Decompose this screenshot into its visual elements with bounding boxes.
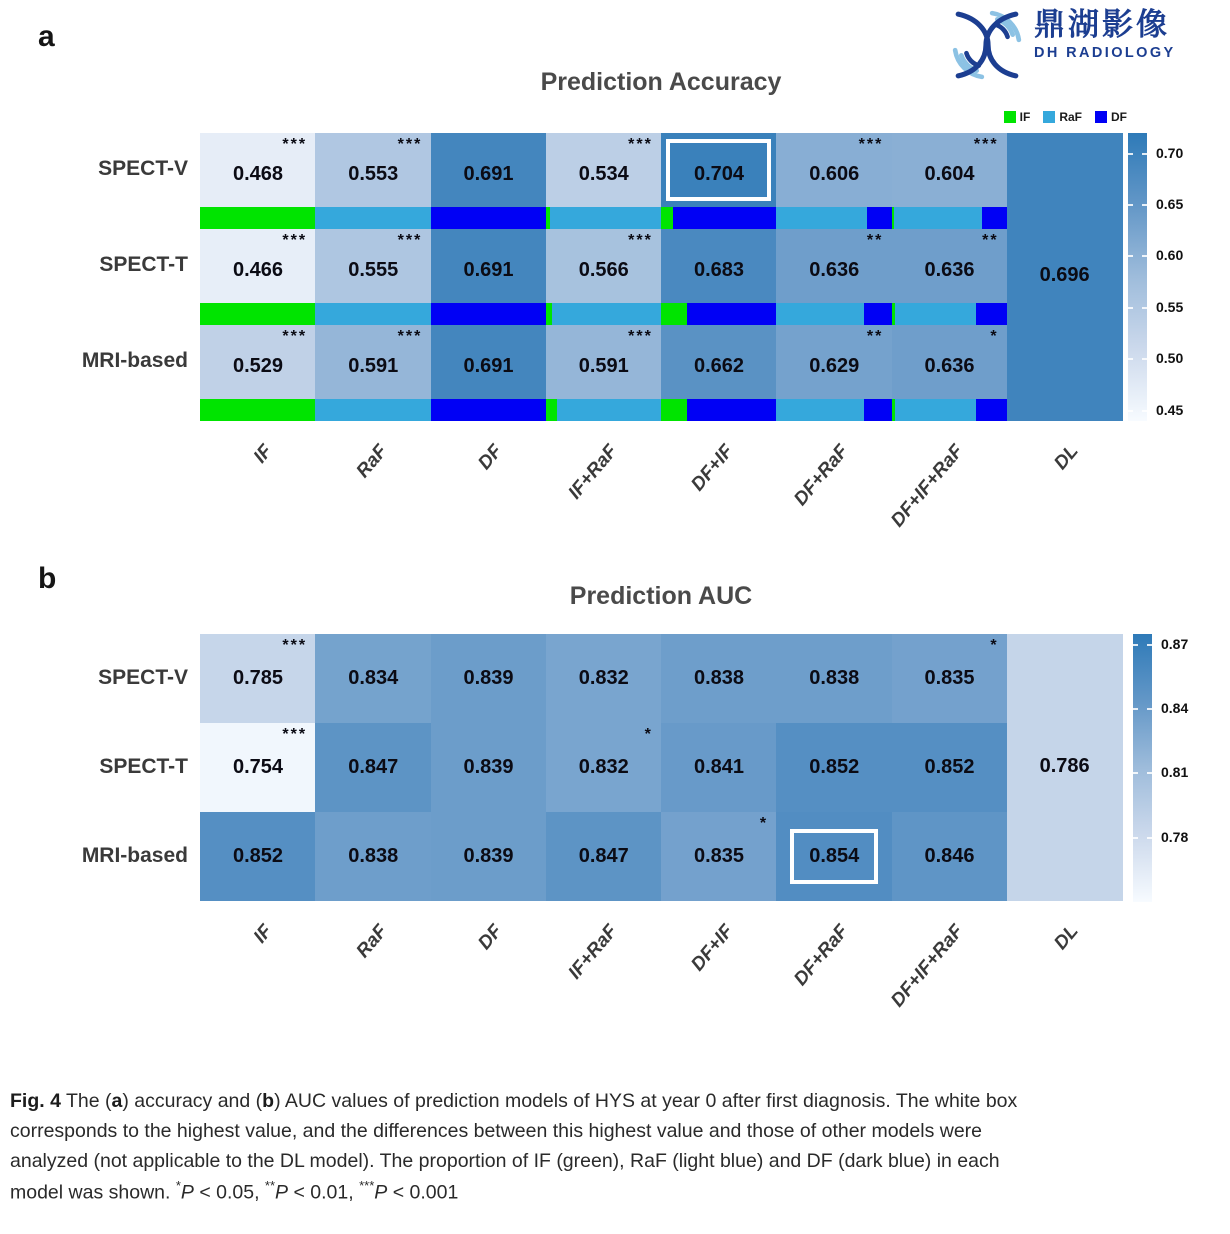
- significance-stars: **: [982, 232, 999, 249]
- cell-value: 0.835: [693, 845, 745, 868]
- cell-value: 0.786: [1039, 754, 1090, 777]
- heatmap-cell: [431, 723, 547, 812]
- heatmap-cell: [200, 634, 316, 723]
- cell-value: 0.832: [578, 667, 629, 690]
- cell-value: 0.834: [348, 667, 399, 690]
- caption-text: P: [275, 1181, 289, 1204]
- colorbar-tick: [1133, 708, 1138, 710]
- heatmap-cell: [892, 723, 1008, 812]
- panel-a-letter: a: [38, 20, 55, 53]
- significance-stars: **: [866, 328, 884, 345]
- heatmap-cell: [315, 634, 431, 723]
- significance-stars: ***: [282, 726, 308, 743]
- cell-value: 0.691: [463, 354, 514, 377]
- significance-stars: ***: [628, 232, 653, 249]
- column-label: DF+IF+RaF: [887, 440, 968, 532]
- heatmap-cell: [661, 812, 777, 901]
- caption-text: The (: [60, 1090, 112, 1112]
- column-label: IF: [249, 920, 277, 948]
- significance-stars: ***: [397, 232, 423, 249]
- colorbar-tick-label: 0.45: [1156, 401, 1184, 418]
- significance-stars: *: [759, 815, 769, 832]
- heatmap-cell: [892, 634, 1008, 723]
- cell-value: 0.604: [924, 162, 975, 185]
- column-label: RaF: [352, 440, 392, 482]
- column-label: IF: [249, 440, 277, 468]
- significance-stars: ***: [282, 232, 308, 249]
- cell-value: 0.636: [924, 354, 975, 377]
- caption-text: < 0.001: [387, 1181, 459, 1204]
- logo-text-en: DH RADIOLOGY: [1034, 45, 1176, 62]
- row-label: SPECT-T: [99, 253, 188, 276]
- caption-text: P: [180, 1181, 194, 1204]
- cell-value: 0.691: [463, 162, 514, 185]
- heatmap-cell: [200, 812, 316, 901]
- heatmap-cell: [661, 634, 777, 723]
- significance-stars: ***: [628, 328, 653, 345]
- cell-value: 0.838: [348, 845, 399, 868]
- legend-label: RaF: [1059, 110, 1082, 124]
- column-label: DL: [1050, 440, 1084, 474]
- colorbar-tick: [1133, 837, 1138, 839]
- colorbar-tick: [1147, 837, 1152, 839]
- colorbar-tick: [1147, 644, 1152, 646]
- column-label: DF+IF: [686, 440, 738, 496]
- legend-label: IF: [1019, 110, 1031, 124]
- significance-stars: ***: [397, 136, 423, 153]
- column-label: IF+RaF: [564, 920, 623, 984]
- cell-value: 0.696: [1039, 264, 1090, 286]
- panel-b-letter: b: [38, 562, 57, 595]
- heatmap-cell: [431, 812, 547, 901]
- heatmap-cell: [546, 812, 662, 901]
- figure-caption: [10, 1086, 1222, 1207]
- row-label: SPECT-T: [99, 754, 188, 778]
- colorbar-tick-label: 0.87: [1161, 635, 1189, 652]
- cell-value: 0.566: [578, 258, 629, 281]
- significance-stars: *: [990, 328, 999, 345]
- caption-text: **: [264, 1177, 276, 1193]
- caption-text: a: [111, 1090, 123, 1112]
- colorbar-tick-label: 0.55: [1156, 298, 1184, 315]
- cell-value: 0.662: [693, 354, 745, 377]
- cell-value: 0.606: [809, 162, 860, 185]
- caption-text: corresponds to the highest value, and the differences between this highest value and those of other models were: [10, 1120, 983, 1143]
- cell-value: 0.835: [924, 667, 975, 690]
- caption-text: ) accuracy and (: [122, 1090, 263, 1112]
- cell-value: 0.839: [463, 756, 514, 779]
- caption-text: analyzed (not applicable to the DL model). The proportion of IF (green), RaF (light blue) and DF (dark blue) in each: [10, 1150, 1000, 1173]
- heatmap-cell: [546, 723, 662, 812]
- caption-text: b: [262, 1090, 275, 1112]
- cell-value: 0.691: [463, 258, 514, 281]
- colorbar-tick-label: 0.81: [1161, 764, 1189, 781]
- colorbar-tick-label: 0.65: [1156, 196, 1184, 212]
- row-label: MRI-based: [81, 349, 188, 372]
- caption-text: model was shown.: [10, 1181, 176, 1204]
- significance-stars: ***: [973, 136, 999, 153]
- highlight-box: [790, 829, 877, 884]
- cell-value: 0.629: [809, 354, 860, 377]
- cell-value: 0.841: [693, 756, 745, 779]
- cell-value: 0.591: [578, 354, 629, 377]
- column-label: DF: [474, 440, 507, 474]
- panel-a-title: Prediction Accuracy: [540, 68, 782, 96]
- cell-value: 0.847: [348, 756, 399, 779]
- column-label: DF+IF+RaF: [887, 920, 968, 1012]
- colorbar-tick-label: 0.78: [1161, 828, 1189, 845]
- colorbar-tick: [1133, 644, 1138, 646]
- heatmap-cell: [892, 812, 1008, 901]
- column-label: DF+RaF: [789, 920, 853, 990]
- colorbar-tick-label: 0.84: [1161, 700, 1189, 717]
- heatmap-cell: [315, 812, 431, 901]
- significance-stars: ***: [397, 328, 423, 345]
- cell-value: 0.852: [809, 756, 860, 779]
- significance-stars: ***: [282, 328, 308, 345]
- caption-text: < 0.01,: [288, 1181, 360, 1204]
- caption-text: < 0.05,: [193, 1181, 265, 1204]
- cell-value: 0.852: [232, 845, 284, 868]
- cell-value: 0.636: [924, 258, 975, 281]
- heatmap-cell: [776, 634, 892, 723]
- row-label: MRI-based: [81, 843, 188, 867]
- colorbar-tick: [1147, 708, 1152, 710]
- significance-stars: ***: [858, 136, 884, 153]
- colorbar-tick: [1133, 772, 1138, 774]
- dl-cell: [1007, 634, 1123, 901]
- significance-stars: ***: [628, 136, 653, 153]
- caption-text: Fig. 4: [10, 1090, 61, 1112]
- cell-value: 0.847: [578, 845, 629, 868]
- legend-label: DF: [1111, 110, 1127, 124]
- column-label: DF: [474, 920, 507, 954]
- cell-value: 0.839: [463, 845, 514, 868]
- column-label: IF+RaF: [564, 440, 623, 504]
- cell-value: 0.785: [232, 667, 284, 690]
- colorbar-tick-label: 0.50: [1156, 350, 1184, 367]
- logo-text-cn: 鼎湖影像: [1034, 7, 1170, 42]
- colorbar-tick-label: 0.70: [1156, 144, 1184, 161]
- column-label: DF+IF: [686, 920, 738, 976]
- significance-stars: ***: [282, 637, 308, 654]
- cell-value: 0.854: [809, 845, 860, 868]
- cell-value: 0.683: [693, 258, 745, 281]
- cell-value: 0.591: [348, 354, 399, 377]
- colorbar: [1133, 634, 1152, 902]
- heatmap-cell: [431, 634, 547, 723]
- cell-value: 0.846: [924, 845, 975, 868]
- significance-stars: **: [866, 232, 884, 249]
- cell-value: 0.466: [232, 258, 284, 281]
- significance-stars: ***: [282, 136, 308, 153]
- column-label: DL: [1050, 920, 1084, 954]
- caption-text: ) AUC values of prediction models of HYS at year 0 after first diagnosis. The white box: [274, 1090, 1018, 1112]
- cell-value: 0.838: [693, 667, 745, 690]
- cell-value: 0.839: [463, 667, 514, 690]
- cell-value: 0.852: [924, 756, 975, 779]
- significance-stars: *: [990, 637, 999, 654]
- caption-text: ***: [359, 1177, 375, 1193]
- row-label: SPECT-V: [98, 665, 188, 689]
- caption-text: P: [374, 1181, 388, 1204]
- cell-value: 0.704: [693, 162, 745, 185]
- heatmap-cell: [661, 723, 777, 812]
- caption-text: *: [175, 1177, 181, 1193]
- significance-stars: *: [644, 726, 653, 743]
- heatmap-cell: [315, 723, 431, 812]
- row-label: SPECT-V: [98, 157, 188, 180]
- cell-value: 0.555: [348, 258, 399, 281]
- colorbar-tick-label: 0.60: [1156, 247, 1184, 264]
- cell-value: 0.838: [809, 667, 860, 690]
- panel-b-title: Prediction AUC: [569, 582, 753, 610]
- heatmap-cell: [546, 634, 662, 723]
- cell-value: 0.832: [578, 756, 629, 779]
- cell-value: 0.636: [809, 258, 860, 281]
- heatmap-cell: [776, 723, 892, 812]
- cell-value: 0.534: [578, 162, 629, 185]
- colorbar-tick: [1147, 772, 1152, 774]
- cell-value: 0.553: [348, 162, 399, 185]
- heatmap-cell: [200, 723, 316, 812]
- cell-value: 0.529: [232, 354, 284, 377]
- column-label: RaF: [352, 920, 392, 962]
- cell-value: 0.754: [232, 756, 284, 779]
- cell-value: 0.468: [232, 162, 284, 185]
- column-label: DF+RaF: [789, 440, 853, 510]
